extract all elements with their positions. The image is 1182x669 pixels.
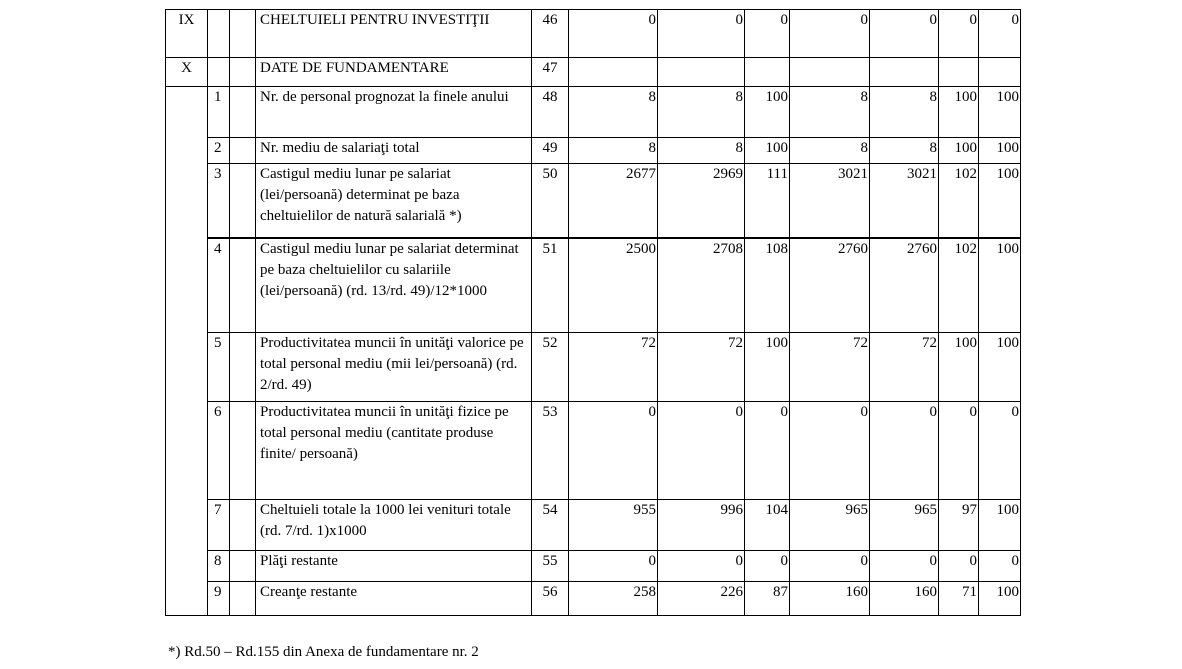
value-cell: 226 bbox=[658, 582, 745, 616]
value-cell: 2969 bbox=[658, 164, 745, 238]
value-cell: 0 bbox=[658, 10, 745, 58]
value-cell: 100 bbox=[979, 333, 1021, 402]
value-cell: 0 bbox=[939, 10, 979, 58]
value-cell: 100 bbox=[939, 333, 979, 402]
value-cell: 0 bbox=[569, 402, 658, 500]
table-row bbox=[166, 238, 1021, 333]
value-cell: 100 bbox=[979, 164, 1021, 238]
row-code: 47 bbox=[532, 58, 569, 87]
value-cell: 0 bbox=[569, 10, 658, 58]
value-cell: 258 bbox=[569, 582, 658, 616]
value-cell: 100 bbox=[745, 138, 790, 164]
table-row bbox=[166, 138, 1021, 164]
value-cell: 8 bbox=[790, 87, 870, 138]
section-number: IX bbox=[166, 10, 208, 58]
value-cell bbox=[658, 58, 745, 87]
row-index: 6 bbox=[208, 402, 230, 500]
value-cell: 2760 bbox=[790, 238, 870, 333]
value-cell: 72 bbox=[870, 333, 939, 402]
empty-cell bbox=[230, 333, 256, 402]
empty-cell bbox=[230, 582, 256, 616]
value-cell: 108 bbox=[745, 238, 790, 333]
row-code: 51 bbox=[532, 238, 569, 333]
row-description: Creanţe restante bbox=[256, 582, 532, 616]
value-cell bbox=[745, 58, 790, 87]
financial-table bbox=[165, 9, 1021, 616]
row-description: Cheltuieli totale la 1000 lei venituri totale (rd. 7/rd. 1)x1000 bbox=[256, 500, 532, 551]
value-cell: 0 bbox=[870, 551, 939, 582]
value-cell: 3021 bbox=[790, 164, 870, 238]
row-code: 49 bbox=[532, 138, 569, 164]
row-description: Castigul mediu lunar pe salariat (lei/persoană) determinat pe baza cheltuielilor de natură salarială *) bbox=[256, 164, 532, 238]
row-code: 55 bbox=[532, 551, 569, 582]
section-spacer-cell bbox=[166, 87, 208, 616]
row-description: Plăţi restante bbox=[256, 551, 532, 582]
value-cell: 0 bbox=[939, 551, 979, 582]
row-description: Productivitatea muncii în unităţi fizice pe total personal mediu (cantitate produse finite/ persoană) bbox=[256, 402, 532, 500]
row-description: CHELTUIELI PENTRU INVESTIŢII bbox=[256, 10, 532, 58]
value-cell: 100 bbox=[979, 138, 1021, 164]
table-row bbox=[166, 333, 1021, 402]
value-cell: 8 bbox=[870, 138, 939, 164]
empty-cell bbox=[208, 58, 230, 87]
table-row bbox=[166, 164, 1021, 238]
value-cell: 8 bbox=[790, 138, 870, 164]
value-cell bbox=[790, 58, 870, 87]
value-cell: 160 bbox=[790, 582, 870, 616]
value-cell: 0 bbox=[790, 10, 870, 58]
value-cell: 8 bbox=[658, 138, 745, 164]
value-cell: 0 bbox=[979, 10, 1021, 58]
value-cell: 0 bbox=[870, 10, 939, 58]
empty-cell bbox=[208, 10, 230, 58]
empty-cell bbox=[230, 87, 256, 138]
table-row bbox=[166, 500, 1021, 551]
value-cell: 0 bbox=[569, 551, 658, 582]
value-cell: 996 bbox=[658, 500, 745, 551]
section-number: X bbox=[166, 58, 208, 87]
empty-cell bbox=[230, 58, 256, 87]
empty-cell bbox=[230, 500, 256, 551]
value-cell: 111 bbox=[745, 164, 790, 238]
value-cell: 0 bbox=[939, 402, 979, 500]
empty-cell bbox=[230, 164, 256, 238]
table-row bbox=[166, 551, 1021, 582]
value-cell: 0 bbox=[745, 10, 790, 58]
value-cell: 97 bbox=[939, 500, 979, 551]
value-cell: 0 bbox=[979, 402, 1021, 500]
value-cell: 100 bbox=[939, 138, 979, 164]
row-index: 7 bbox=[208, 500, 230, 551]
table-row bbox=[166, 402, 1021, 500]
value-cell: 102 bbox=[939, 164, 979, 238]
row-index: 1 bbox=[208, 87, 230, 138]
value-cell: 100 bbox=[979, 500, 1021, 551]
value-cell bbox=[569, 58, 658, 87]
row-code: 48 bbox=[532, 87, 569, 138]
value-cell: 0 bbox=[745, 551, 790, 582]
row-index: 9 bbox=[208, 582, 230, 616]
value-cell: 2677 bbox=[569, 164, 658, 238]
value-cell: 8 bbox=[569, 138, 658, 164]
value-cell: 0 bbox=[979, 551, 1021, 582]
value-cell: 100 bbox=[979, 238, 1021, 333]
value-cell bbox=[939, 58, 979, 87]
value-cell: 3021 bbox=[870, 164, 939, 238]
value-cell: 0 bbox=[658, 402, 745, 500]
table-row bbox=[166, 87, 1021, 138]
value-cell: 2500 bbox=[569, 238, 658, 333]
value-cell: 8 bbox=[569, 87, 658, 138]
row-description: Nr. de personal prognozat la finele anului bbox=[256, 87, 532, 138]
empty-cell bbox=[230, 10, 256, 58]
table-row bbox=[166, 582, 1021, 616]
row-code: 52 bbox=[532, 333, 569, 402]
row-description: Castigul mediu lunar pe salariat determinat pe baza cheltuielilor cu salariile (lei/persoană) (rd. 13/rd. 49)/12*1000 bbox=[256, 238, 532, 333]
value-cell: 100 bbox=[979, 582, 1021, 616]
value-cell: 72 bbox=[569, 333, 658, 402]
row-code: 54 bbox=[532, 500, 569, 551]
table-row bbox=[166, 10, 1021, 58]
row-description: DATE DE FUNDAMENTARE bbox=[256, 58, 532, 87]
row-code: 56 bbox=[532, 582, 569, 616]
footnote: *) Rd.50 – Rd.155 din Anexa de fundamentare nr. 2 bbox=[168, 644, 479, 660]
value-cell: 0 bbox=[745, 402, 790, 500]
value-cell: 965 bbox=[790, 500, 870, 551]
empty-cell bbox=[230, 238, 256, 333]
value-cell: 104 bbox=[745, 500, 790, 551]
value-cell: 2708 bbox=[658, 238, 745, 333]
empty-cell bbox=[230, 138, 256, 164]
value-cell: 965 bbox=[870, 500, 939, 551]
value-cell: 0 bbox=[870, 402, 939, 500]
empty-cell bbox=[230, 402, 256, 500]
row-code: 50 bbox=[532, 164, 569, 238]
value-cell: 102 bbox=[939, 238, 979, 333]
value-cell: 0 bbox=[658, 551, 745, 582]
row-index: 4 bbox=[208, 238, 230, 333]
row-description: Productivitatea muncii în unităţi valorice pe total personal mediu (mii lei/persoană) (rd. 2/rd. 49) bbox=[256, 333, 532, 402]
row-index: 2 bbox=[208, 138, 230, 164]
value-cell: 8 bbox=[658, 87, 745, 138]
value-cell: 87 bbox=[745, 582, 790, 616]
value-cell: 100 bbox=[939, 87, 979, 138]
value-cell: 100 bbox=[745, 87, 790, 138]
value-cell: 71 bbox=[939, 582, 979, 616]
value-cell: 8 bbox=[870, 87, 939, 138]
value-cell: 0 bbox=[790, 551, 870, 582]
row-index: 8 bbox=[208, 551, 230, 582]
value-cell: 2760 bbox=[870, 238, 939, 333]
value-cell bbox=[979, 58, 1021, 87]
row-index: 3 bbox=[208, 164, 230, 238]
row-description: Nr. mediu de salariaţi total bbox=[256, 138, 532, 164]
value-cell: 160 bbox=[870, 582, 939, 616]
value-cell: 72 bbox=[658, 333, 745, 402]
row-index: 5 bbox=[208, 333, 230, 402]
value-cell: 72 bbox=[790, 333, 870, 402]
value-cell: 100 bbox=[979, 87, 1021, 138]
value-cell bbox=[870, 58, 939, 87]
row-code: 46 bbox=[532, 10, 569, 58]
value-cell: 0 bbox=[790, 402, 870, 500]
value-cell: 955 bbox=[569, 500, 658, 551]
empty-cell bbox=[230, 551, 256, 582]
table-row bbox=[166, 58, 1021, 87]
row-code: 53 bbox=[532, 402, 569, 500]
value-cell: 100 bbox=[745, 333, 790, 402]
